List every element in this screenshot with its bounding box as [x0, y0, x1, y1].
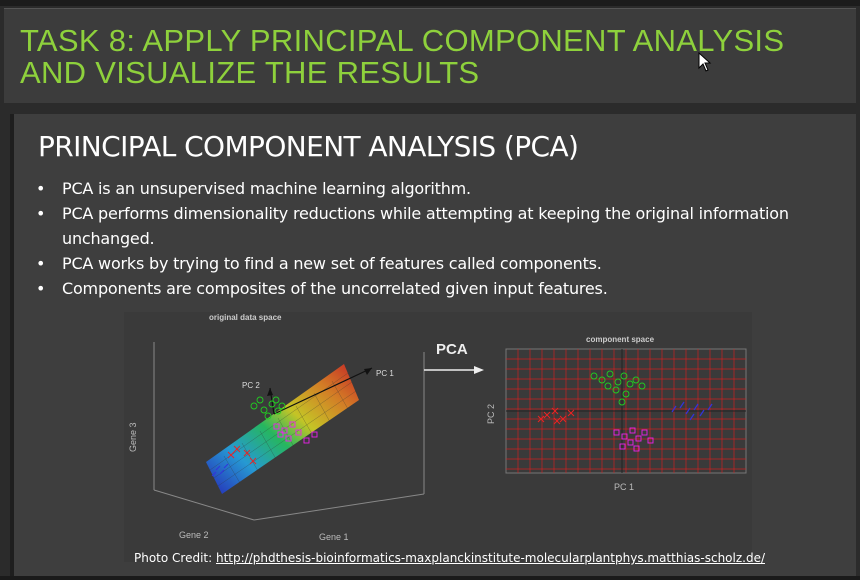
photo-credit [134, 551, 765, 565]
pc1-axis-label: PC 1 [614, 482, 635, 492]
original-space-title: original data space [209, 313, 282, 322]
data-plane [206, 364, 359, 494]
bullet-text: Components are composites of the uncorrelated given input features. [62, 279, 608, 298]
pca-label: PCA [436, 341, 468, 358]
bullet-dot-icon: • [36, 254, 46, 273]
mouse-pointer-icon [698, 52, 712, 72]
bullet-item [34, 276, 834, 301]
credit-link[interactable]: http://phdthesis-bioinformatics-maxplanckinstitute-molecularplantphys.matthias-scholz.de/ [216, 551, 765, 565]
bullet-item [34, 251, 834, 276]
pca-arrow-icon [424, 366, 484, 374]
bullet-item [34, 176, 834, 201]
task-title: TASK 8: APPLY PRINCIPAL COMPONENT ANALYSIS AND VISUALIZE THE RESULTS [20, 23, 785, 90]
bullet-dot-icon: • [36, 204, 46, 223]
bullet-text: PCA works by trying to find a new set of features called components. [62, 254, 602, 273]
gene3-label: Gene 3 [128, 422, 138, 452]
bullet-item [34, 201, 834, 251]
component-space-title: component space [586, 335, 655, 344]
slide-panel [10, 114, 856, 576]
pc2-arrow-label: PC 2 [242, 381, 260, 390]
task-header [4, 8, 856, 103]
bullet-dot-icon: • [36, 279, 46, 298]
pca-figure [124, 312, 752, 562]
bullet-text: PCA performs dimensionality reductions while attempting at keeping the original information unchanged. [62, 204, 789, 248]
gene2-label: Gene 2 [179, 530, 209, 540]
slide-heading: PRINCIPAL COMPONENT ANALYSIS (PCA) [38, 130, 579, 163]
pc2-axis-label: PC 2 [486, 403, 496, 424]
gene1-label: Gene 1 [319, 532, 349, 542]
window-bottom-bar [0, 576, 860, 580]
bullet-dot-icon: • [36, 179, 46, 198]
credit-prefix: Photo Credit: [134, 551, 216, 565]
pca-illustration [124, 312, 752, 562]
bullet-list [34, 176, 834, 301]
bullet-text: PCA is an unsupervised machine learning algorithm. [62, 179, 471, 198]
window-top-bar [0, 0, 860, 6]
pc1-arrow-label: PC 1 [376, 369, 394, 378]
